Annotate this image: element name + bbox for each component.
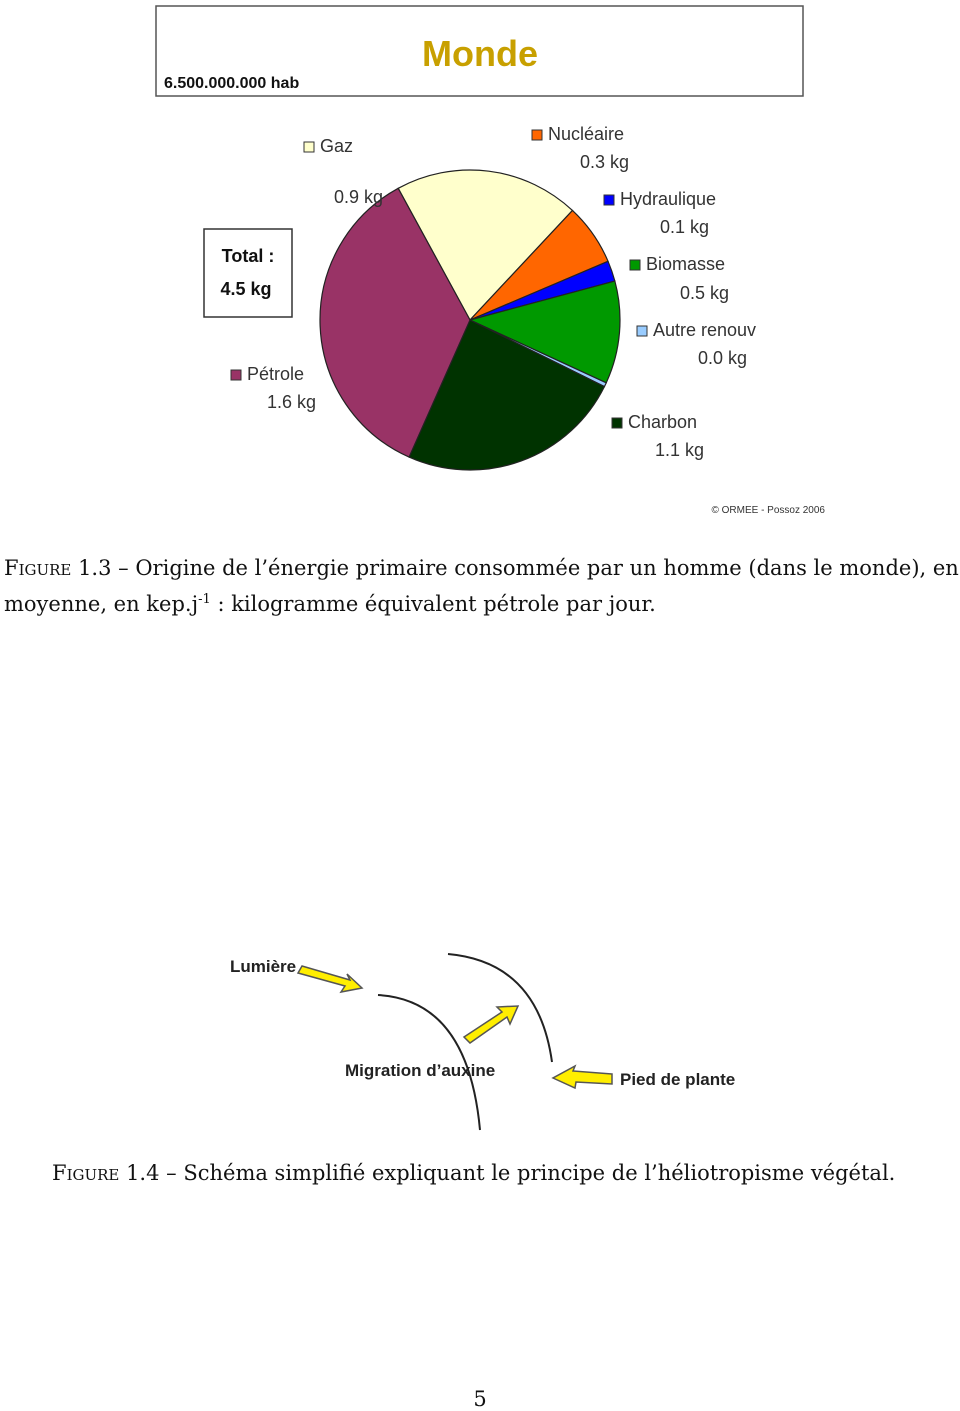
heliotropism-diagram — [220, 940, 760, 1140]
legend-name-2: Hydraulique — [620, 189, 717, 209]
caption-dash: – — [166, 1161, 177, 1185]
chart-title: Monde — [422, 33, 538, 74]
legend-swatch-5 — [612, 418, 622, 428]
figure-1-4-caption — [52, 1158, 952, 1189]
copyright-note: © ORMEE - Possoz 2006 — [711, 505, 825, 516]
caption-text: Schéma simplifié expliquant le principe de l’héliotropisme végétal. — [183, 1161, 896, 1185]
light-label: Lumière — [230, 957, 297, 976]
pie-slices — [320, 170, 620, 470]
page-number: 5 — [473, 1387, 487, 1411]
caption-figure-number: 1.3 — [78, 556, 112, 580]
legend-name-4: Autre renouv — [653, 320, 757, 340]
total-label: Total : — [221, 246, 275, 266]
caption-dash: – — [118, 556, 129, 580]
legend-value-4: 0.0 kg — [698, 348, 748, 368]
legend-name-3: Biomasse — [646, 254, 726, 274]
legend-value-5: 1.1 kg — [655, 440, 705, 460]
energy-pie-svg — [150, 0, 840, 520]
legend-name-1: Nucléaire — [548, 124, 625, 144]
caption-figure-number: 1.4 — [126, 1161, 160, 1185]
legend-swatch-1 — [532, 130, 542, 140]
total-box — [204, 229, 292, 317]
legend-swatch-0 — [304, 142, 314, 152]
legend-name-5: Charbon — [628, 412, 698, 432]
legend-value-6: 1.6 kg — [267, 392, 317, 412]
legend-value-1: 0.3 kg — [580, 152, 630, 172]
legend-swatch-4 — [637, 326, 647, 336]
light-arrow — [298, 966, 362, 992]
caption-text: Origine de l’énergie primaire consommée par un homme (dans le monde), en moyenne, en kep.j — [4, 556, 959, 616]
legend-swatch-6 — [231, 370, 241, 380]
heliotropism-svg — [220, 940, 760, 1140]
legend-name-0: Gaz — [320, 136, 354, 156]
legend-swatch-3 — [630, 260, 640, 270]
plant-label: Pied de plante — [620, 1070, 736, 1089]
legend-value-2: 0.1 kg — [660, 217, 710, 237]
legend-name-6: Pétrole — [247, 364, 305, 384]
caption-figure-word: Figure — [52, 1161, 120, 1185]
plant-arrow — [553, 1066, 612, 1088]
auxin-label: Migration d’auxine — [345, 1061, 496, 1080]
total-value: 4.5 kg — [220, 279, 272, 299]
legend-value-3: 0.5 kg — [680, 283, 730, 303]
legend-swatch-2 — [604, 195, 614, 205]
auxin-arrow — [464, 1006, 518, 1043]
energy-pie-figure — [150, 0, 840, 520]
figure-1-3-caption — [4, 553, 960, 620]
caption-figure-word: Figure — [4, 556, 72, 580]
caption-superscript: -1 — [198, 592, 211, 607]
caption-text-end: : kilogramme équivalent pétrole par jour. — [210, 592, 656, 616]
population-label: 6.500.000.000 hab — [164, 75, 300, 92]
legend-value-0: 0.9 kg — [334, 187, 384, 207]
